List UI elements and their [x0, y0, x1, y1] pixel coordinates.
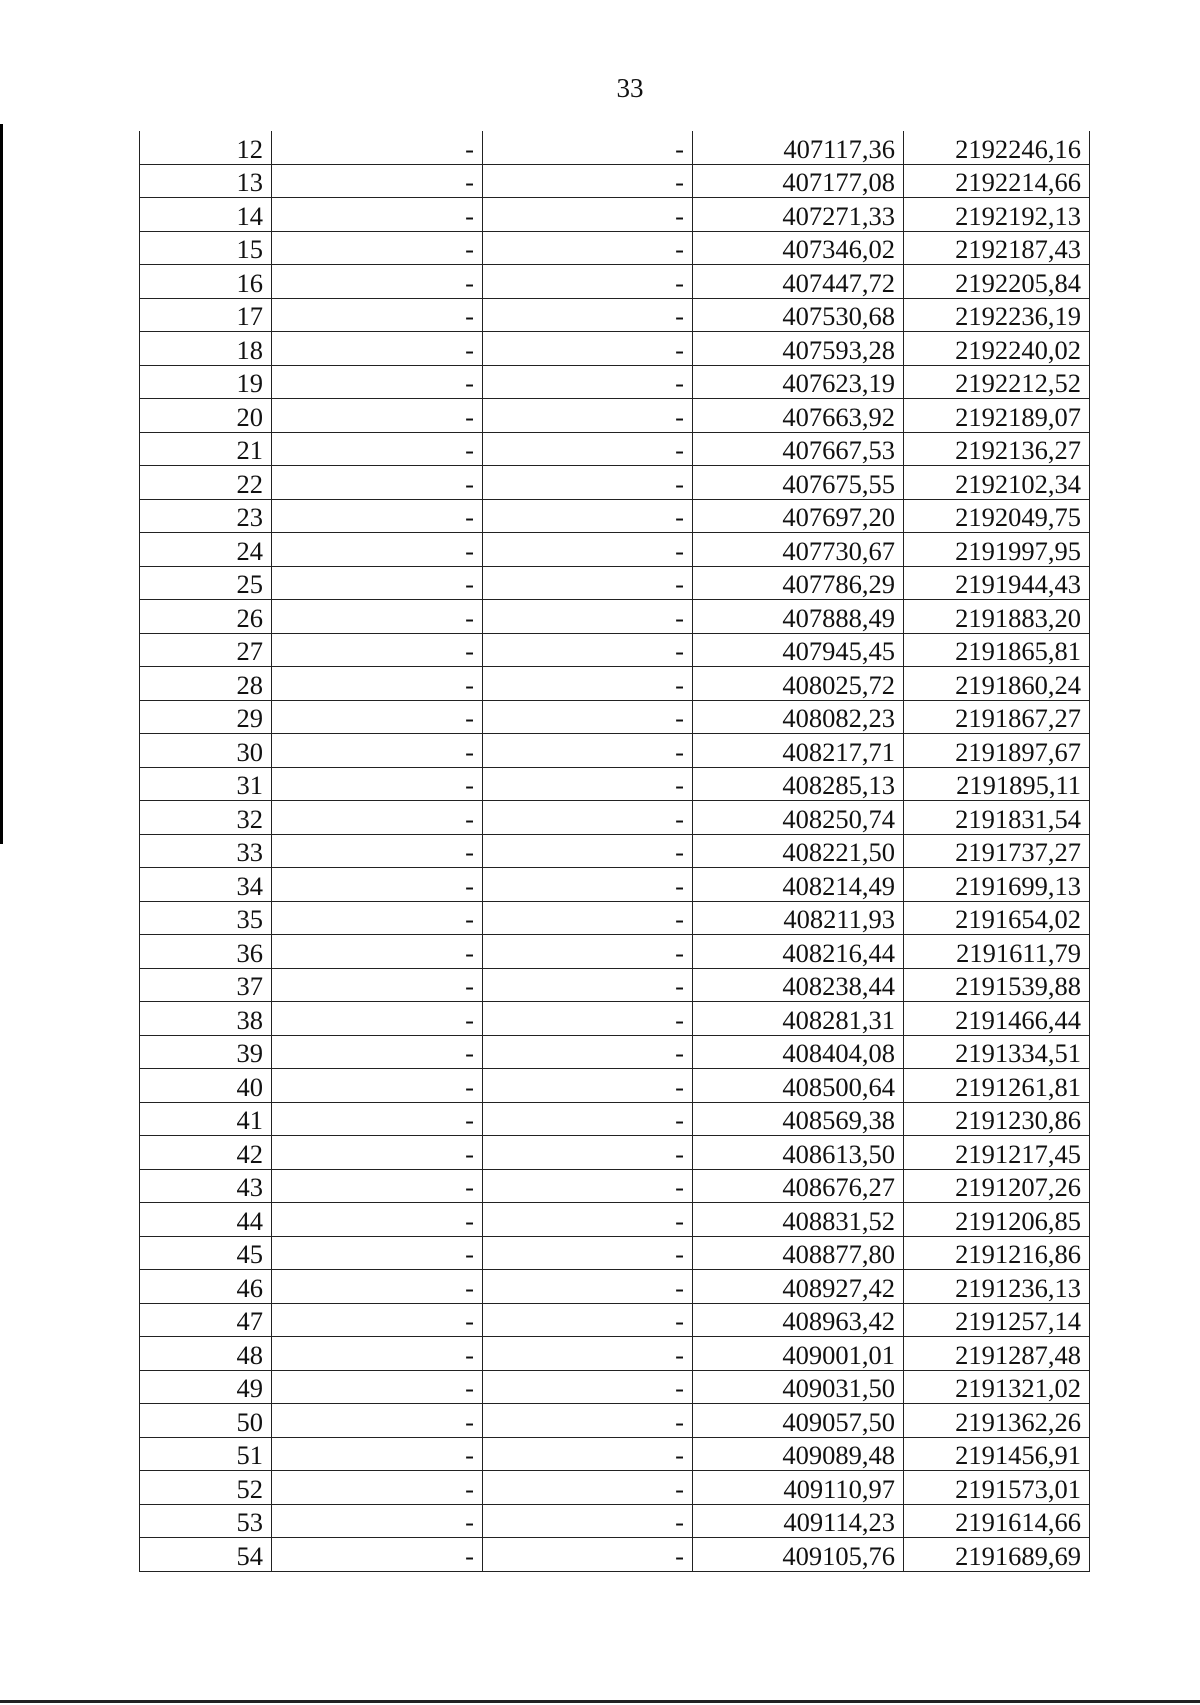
table-row	[140, 1169, 1090, 1203]
table-row	[140, 466, 1090, 500]
y-coordinate-cell: 2191236,13	[904, 1270, 1090, 1304]
empty-value-cell: -	[272, 365, 483, 399]
table-row	[140, 667, 1090, 701]
point-number-cell: 16	[140, 265, 272, 299]
y-coordinate-cell: 2192049,75	[904, 499, 1090, 533]
empty-value-cell: -	[483, 198, 693, 232]
point-number-cell: 35	[140, 901, 272, 935]
x-coordinate-cell: 407593,28	[693, 332, 904, 366]
table-row	[140, 1035, 1090, 1069]
empty-value-cell: -	[272, 834, 483, 868]
table-row	[140, 767, 1090, 801]
point-number-cell: 47	[140, 1303, 272, 1337]
empty-value-cell: -	[272, 332, 483, 366]
empty-value-cell: -	[483, 533, 693, 567]
x-coordinate-cell: 407697,20	[693, 499, 904, 533]
empty-value-cell: -	[272, 968, 483, 1002]
point-number-cell: 18	[140, 332, 272, 366]
page-bottom-rule	[0, 1700, 1200, 1703]
y-coordinate-cell: 2192212,52	[904, 365, 1090, 399]
empty-value-cell: -	[483, 801, 693, 835]
table-row	[140, 1404, 1090, 1438]
y-coordinate-cell: 2191895,11	[904, 767, 1090, 801]
coordinates-table-body	[140, 131, 1090, 1571]
empty-value-cell: -	[483, 1270, 693, 1304]
y-coordinate-cell: 2192240,02	[904, 332, 1090, 366]
point-number-cell: 17	[140, 298, 272, 332]
table-row	[140, 734, 1090, 768]
empty-value-cell: -	[272, 1035, 483, 1069]
x-coordinate-cell: 409089,48	[693, 1437, 904, 1471]
empty-value-cell: -	[483, 633, 693, 667]
x-coordinate-cell: 407271,33	[693, 198, 904, 232]
table-row	[140, 198, 1090, 232]
y-coordinate-cell: 2192246,16	[904, 131, 1090, 164]
table-row	[140, 868, 1090, 902]
x-coordinate-cell: 408281,31	[693, 1002, 904, 1036]
x-coordinate-cell: 408214,49	[693, 868, 904, 902]
y-coordinate-cell: 2191737,27	[904, 834, 1090, 868]
y-coordinate-cell: 2191944,43	[904, 566, 1090, 600]
empty-value-cell: -	[272, 466, 483, 500]
empty-value-cell: -	[483, 600, 693, 634]
y-coordinate-cell: 2191883,20	[904, 600, 1090, 634]
x-coordinate-cell: 408285,13	[693, 767, 904, 801]
x-coordinate-cell: 407177,08	[693, 164, 904, 198]
table-row	[140, 1538, 1090, 1572]
empty-value-cell: -	[272, 1471, 483, 1505]
table-row	[140, 533, 1090, 567]
x-coordinate-cell: 407675,55	[693, 466, 904, 500]
point-number-cell: 23	[140, 499, 272, 533]
point-number-cell: 41	[140, 1102, 272, 1136]
empty-value-cell: -	[272, 1136, 483, 1170]
x-coordinate-cell: 408216,44	[693, 935, 904, 969]
y-coordinate-cell: 2192189,07	[904, 399, 1090, 433]
x-coordinate-cell: 407945,45	[693, 633, 904, 667]
y-coordinate-cell: 2191207,26	[904, 1169, 1090, 1203]
empty-value-cell: -	[272, 1069, 483, 1103]
table-row	[140, 566, 1090, 600]
empty-value-cell: -	[272, 1337, 483, 1371]
empty-value-cell: -	[272, 801, 483, 835]
empty-value-cell: -	[483, 868, 693, 902]
x-coordinate-cell: 408569,38	[693, 1102, 904, 1136]
empty-value-cell: -	[483, 1203, 693, 1237]
point-number-cell: 43	[140, 1169, 272, 1203]
x-coordinate-cell: 408211,93	[693, 901, 904, 935]
table-row	[140, 499, 1090, 533]
empty-value-cell: -	[272, 1203, 483, 1237]
empty-value-cell: -	[272, 1504, 483, 1538]
x-coordinate-cell: 408613,50	[693, 1136, 904, 1170]
table-row	[140, 935, 1090, 969]
x-coordinate-cell: 407663,92	[693, 399, 904, 433]
x-coordinate-cell: 407730,67	[693, 533, 904, 567]
point-number-cell: 54	[140, 1538, 272, 1572]
y-coordinate-cell: 2191865,81	[904, 633, 1090, 667]
y-coordinate-cell: 2191860,24	[904, 667, 1090, 701]
empty-value-cell: -	[272, 1002, 483, 1036]
x-coordinate-cell: 408238,44	[693, 968, 904, 1002]
empty-value-cell: -	[483, 901, 693, 935]
empty-value-cell: -	[483, 365, 693, 399]
y-coordinate-cell: 2191831,54	[904, 801, 1090, 835]
table-row	[140, 600, 1090, 634]
point-number-cell: 39	[140, 1035, 272, 1069]
point-number-cell: 19	[140, 365, 272, 399]
point-number-cell: 38	[140, 1002, 272, 1036]
empty-value-cell: -	[272, 231, 483, 265]
y-coordinate-cell: 2191230,86	[904, 1102, 1090, 1136]
y-coordinate-cell: 2191611,79	[904, 935, 1090, 969]
table-row	[140, 1303, 1090, 1337]
empty-value-cell: -	[272, 901, 483, 935]
y-coordinate-cell: 2191334,51	[904, 1035, 1090, 1069]
point-number-cell: 24	[140, 533, 272, 567]
empty-value-cell: -	[483, 399, 693, 433]
table-row	[140, 399, 1090, 433]
x-coordinate-cell: 408927,42	[693, 1270, 904, 1304]
empty-value-cell: -	[272, 767, 483, 801]
y-coordinate-cell: 2191216,86	[904, 1236, 1090, 1270]
y-coordinate-cell: 2191261,81	[904, 1069, 1090, 1103]
y-coordinate-cell: 2192214,66	[904, 164, 1090, 198]
point-number-cell: 12	[140, 131, 272, 164]
point-number-cell: 46	[140, 1270, 272, 1304]
x-coordinate-cell: 407667,53	[693, 432, 904, 466]
empty-value-cell: -	[483, 700, 693, 734]
y-coordinate-cell: 2191539,88	[904, 968, 1090, 1002]
empty-value-cell: -	[483, 231, 693, 265]
table-row	[140, 131, 1090, 164]
x-coordinate-cell: 408877,80	[693, 1236, 904, 1270]
empty-value-cell: -	[483, 734, 693, 768]
point-number-cell: 50	[140, 1404, 272, 1438]
point-number-cell: 31	[140, 767, 272, 801]
point-number-cell: 42	[140, 1136, 272, 1170]
x-coordinate-cell: 408250,74	[693, 801, 904, 835]
empty-value-cell: -	[483, 1504, 693, 1538]
empty-value-cell: -	[483, 466, 693, 500]
x-coordinate-cell: 407888,49	[693, 600, 904, 634]
table-row	[140, 968, 1090, 1002]
x-coordinate-cell: 407786,29	[693, 566, 904, 600]
empty-value-cell: -	[483, 1002, 693, 1036]
table-row	[140, 1069, 1090, 1103]
point-number-cell: 33	[140, 834, 272, 868]
empty-value-cell: -	[483, 1035, 693, 1069]
y-coordinate-cell: 2192136,27	[904, 432, 1090, 466]
x-coordinate-cell: 408831,52	[693, 1203, 904, 1237]
y-coordinate-cell: 2192205,84	[904, 265, 1090, 299]
point-number-cell: 34	[140, 868, 272, 902]
point-number-cell: 26	[140, 600, 272, 634]
table-row	[140, 633, 1090, 667]
point-number-cell: 52	[140, 1471, 272, 1505]
point-number-cell: 15	[140, 231, 272, 265]
empty-value-cell: -	[483, 131, 693, 164]
empty-value-cell: -	[483, 1136, 693, 1170]
empty-value-cell: -	[272, 1404, 483, 1438]
table-row	[140, 1370, 1090, 1404]
empty-value-cell: -	[483, 298, 693, 332]
x-coordinate-cell: 409114,23	[693, 1504, 904, 1538]
table-row	[140, 1203, 1090, 1237]
empty-value-cell: -	[272, 1303, 483, 1337]
empty-value-cell: -	[272, 700, 483, 734]
y-coordinate-cell: 2191287,48	[904, 1337, 1090, 1371]
table-row	[140, 834, 1090, 868]
empty-value-cell: -	[272, 868, 483, 902]
empty-value-cell: -	[272, 198, 483, 232]
x-coordinate-cell: 407346,02	[693, 231, 904, 265]
table-row	[140, 801, 1090, 835]
x-coordinate-cell: 409031,50	[693, 1370, 904, 1404]
y-coordinate-cell: 2191573,01	[904, 1471, 1090, 1505]
point-number-cell: 27	[140, 633, 272, 667]
empty-value-cell: -	[272, 1370, 483, 1404]
x-coordinate-cell: 408082,23	[693, 700, 904, 734]
point-number-cell: 37	[140, 968, 272, 1002]
point-number-cell: 48	[140, 1337, 272, 1371]
y-coordinate-cell: 2191362,26	[904, 1404, 1090, 1438]
y-coordinate-cell: 2191654,02	[904, 901, 1090, 935]
empty-value-cell: -	[483, 968, 693, 1002]
empty-value-cell: -	[272, 1437, 483, 1471]
x-coordinate-cell: 408221,50	[693, 834, 904, 868]
table-row	[140, 332, 1090, 366]
x-coordinate-cell: 408217,71	[693, 734, 904, 768]
point-number-cell: 14	[140, 198, 272, 232]
empty-value-cell: -	[483, 1538, 693, 1572]
table-row	[140, 164, 1090, 198]
empty-value-cell: -	[483, 432, 693, 466]
point-number-cell: 25	[140, 566, 272, 600]
point-number-cell: 53	[140, 1504, 272, 1538]
empty-value-cell: -	[272, 1236, 483, 1270]
table-row	[140, 1236, 1090, 1270]
y-coordinate-cell: 2191689,69	[904, 1538, 1090, 1572]
empty-value-cell: -	[483, 1169, 693, 1203]
x-coordinate-cell: 407530,68	[693, 298, 904, 332]
table-row	[140, 265, 1090, 299]
table-row	[140, 365, 1090, 399]
empty-value-cell: -	[272, 1270, 483, 1304]
page-number: 33	[616, 73, 644, 103]
y-coordinate-cell: 2191217,45	[904, 1136, 1090, 1170]
y-coordinate-cell: 2191997,95	[904, 533, 1090, 567]
empty-value-cell: -	[272, 533, 483, 567]
empty-value-cell: -	[272, 1169, 483, 1203]
empty-value-cell: -	[483, 667, 693, 701]
empty-value-cell: -	[272, 1102, 483, 1136]
point-number-cell: 29	[140, 700, 272, 734]
empty-value-cell: -	[272, 1538, 483, 1572]
empty-value-cell: -	[272, 164, 483, 198]
table-row	[140, 1102, 1090, 1136]
empty-value-cell: -	[483, 499, 693, 533]
table-row	[140, 432, 1090, 466]
x-coordinate-cell: 409001,01	[693, 1337, 904, 1371]
empty-value-cell: -	[483, 1370, 693, 1404]
empty-value-cell: -	[483, 566, 693, 600]
point-number-cell: 22	[140, 466, 272, 500]
point-number-cell: 51	[140, 1437, 272, 1471]
empty-value-cell: -	[272, 935, 483, 969]
x-coordinate-cell: 407447,72	[693, 265, 904, 299]
point-number-cell: 40	[140, 1069, 272, 1103]
empty-value-cell: -	[272, 566, 483, 600]
y-coordinate-cell: 2191699,13	[904, 868, 1090, 902]
empty-value-cell: -	[272, 499, 483, 533]
empty-value-cell: -	[483, 265, 693, 299]
table-row	[140, 901, 1090, 935]
empty-value-cell: -	[483, 1337, 693, 1371]
scan-edge-mark	[0, 124, 3, 844]
y-coordinate-cell: 2191897,67	[904, 734, 1090, 768]
point-number-cell: 30	[140, 734, 272, 768]
point-number-cell: 49	[140, 1370, 272, 1404]
point-number-cell: 21	[140, 432, 272, 466]
y-coordinate-cell: 2191614,66	[904, 1504, 1090, 1538]
y-coordinate-cell: 2191321,02	[904, 1370, 1090, 1404]
point-number-cell: 20	[140, 399, 272, 433]
y-coordinate-cell: 2191206,85	[904, 1203, 1090, 1237]
empty-value-cell: -	[483, 767, 693, 801]
empty-value-cell: -	[483, 1471, 693, 1505]
table-row	[140, 1337, 1090, 1371]
x-coordinate-cell: 407623,19	[693, 365, 904, 399]
x-coordinate-cell: 407117,36	[693, 131, 904, 164]
point-number-cell: 32	[140, 801, 272, 835]
table-row	[140, 1136, 1090, 1170]
empty-value-cell: -	[272, 265, 483, 299]
empty-value-cell: -	[272, 131, 483, 164]
table-row	[140, 1002, 1090, 1036]
empty-value-cell: -	[483, 1102, 693, 1136]
coordinates-table	[139, 131, 1090, 1572]
empty-value-cell: -	[483, 1069, 693, 1103]
x-coordinate-cell: 408500,64	[693, 1069, 904, 1103]
y-coordinate-cell: 2192102,34	[904, 466, 1090, 500]
empty-value-cell: -	[272, 667, 483, 701]
table-row	[140, 1471, 1090, 1505]
empty-value-cell: -	[483, 1437, 693, 1471]
empty-value-cell: -	[272, 633, 483, 667]
y-coordinate-cell: 2191456,91	[904, 1437, 1090, 1471]
empty-value-cell: -	[272, 734, 483, 768]
empty-value-cell: -	[272, 399, 483, 433]
empty-value-cell: -	[483, 164, 693, 198]
point-number-cell: 44	[140, 1203, 272, 1237]
empty-value-cell: -	[272, 432, 483, 466]
y-coordinate-cell: 2192187,43	[904, 231, 1090, 265]
empty-value-cell: -	[272, 298, 483, 332]
empty-value-cell: -	[483, 1303, 693, 1337]
point-number-cell: 13	[140, 164, 272, 198]
point-number-cell: 36	[140, 935, 272, 969]
point-number-cell: 28	[140, 667, 272, 701]
table-row	[140, 700, 1090, 734]
y-coordinate-cell: 2192236,19	[904, 298, 1090, 332]
x-coordinate-cell: 408963,42	[693, 1303, 904, 1337]
y-coordinate-cell: 2191466,44	[904, 1002, 1090, 1036]
x-coordinate-cell: 408676,27	[693, 1169, 904, 1203]
table-row	[140, 1504, 1090, 1538]
empty-value-cell: -	[483, 1236, 693, 1270]
empty-value-cell: -	[483, 935, 693, 969]
x-coordinate-cell: 409057,50	[693, 1404, 904, 1438]
x-coordinate-cell: 409110,97	[693, 1471, 904, 1505]
y-coordinate-cell: 2191257,14	[904, 1303, 1090, 1337]
table-row	[140, 231, 1090, 265]
empty-value-cell: -	[272, 600, 483, 634]
y-coordinate-cell: 2191867,27	[904, 700, 1090, 734]
y-coordinate-cell: 2192192,13	[904, 198, 1090, 232]
table-row	[140, 1437, 1090, 1471]
point-number-cell: 45	[140, 1236, 272, 1270]
x-coordinate-cell: 408404,08	[693, 1035, 904, 1069]
empty-value-cell: -	[483, 834, 693, 868]
table-row	[140, 298, 1090, 332]
x-coordinate-cell: 409105,76	[693, 1538, 904, 1572]
empty-value-cell: -	[483, 1404, 693, 1438]
x-coordinate-cell: 408025,72	[693, 667, 904, 701]
empty-value-cell: -	[483, 332, 693, 366]
table-row	[140, 1270, 1090, 1304]
